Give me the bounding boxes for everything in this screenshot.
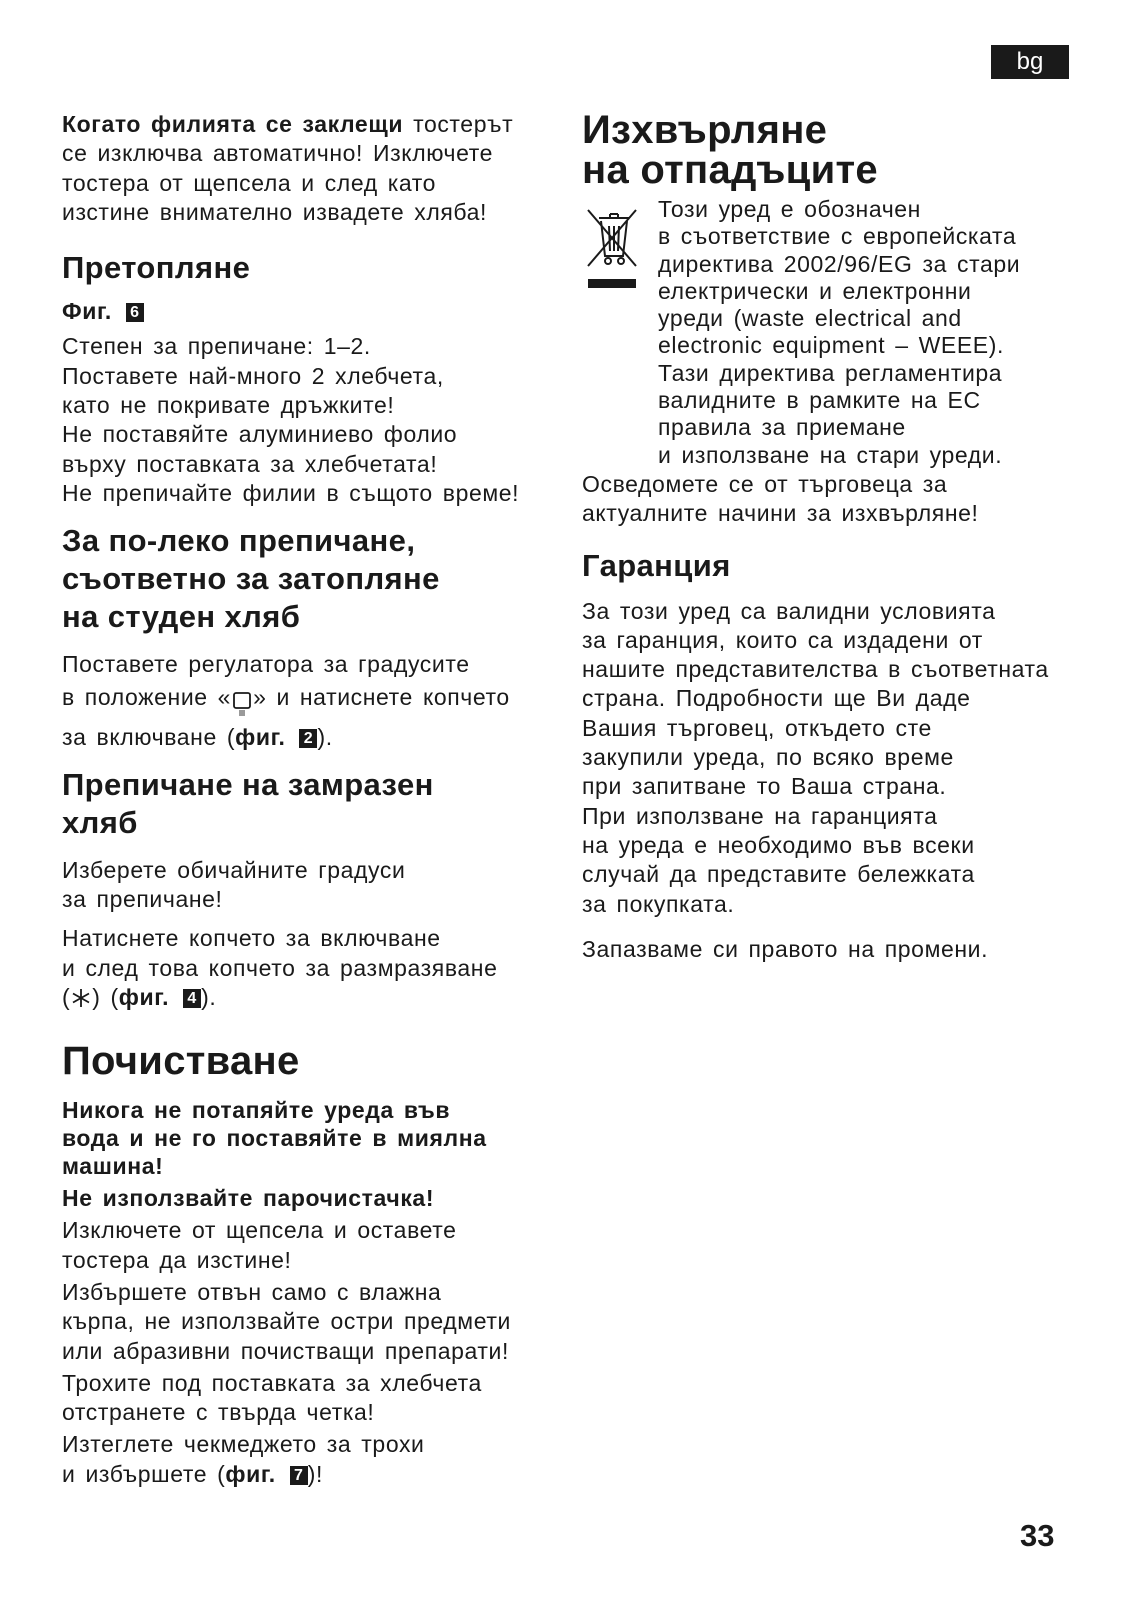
frozen-line-3-pre: ( [62, 984, 71, 1011]
frozen-heading-line: хляб [62, 804, 138, 840]
weee-line: електрически и електронни [658, 277, 972, 304]
frozen-heading-line: Препичане на замразен [62, 766, 434, 802]
reheat-line: като не покривате дръжките! [62, 392, 395, 419]
jam-warning-bold: Когато филията се заклещи [62, 111, 404, 137]
frozen-line: за препичане! [62, 886, 223, 913]
warranty-line: на уреда е необходимо във всеки [582, 831, 975, 858]
light-line-2-pre: в положение « [62, 683, 232, 710]
fig-number-badge: 6 [126, 303, 144, 322]
fig-number-badge: 7 [290, 1466, 308, 1485]
warranty-line: За този уред са валидни условията [582, 597, 996, 624]
jam-warning-rest: тостерът [403, 111, 514, 137]
reheat-line: Поставете най-много 2 хлебчета, [62, 362, 444, 389]
fig-number-badge: 4 [183, 989, 201, 1008]
jam-warning-line-1 [62, 110, 562, 139]
disposal-line: Осведомете се от търговеца за [582, 471, 948, 497]
weee-line: валидните в рамките на ЕС [658, 387, 981, 414]
disposal-heading-line: Изхвърляне [582, 108, 828, 152]
disposal-heading [582, 110, 1077, 190]
weee-line: и използване на стари уреди. [658, 441, 1003, 468]
cleaning-line: отстранете с твърда четка! [62, 1399, 375, 1426]
cleaning-line: Изтеглете чекмеджето за трохи [62, 1431, 425, 1458]
frozen-heading [62, 766, 562, 842]
cleaning-warning-line: машина! [62, 1153, 164, 1180]
defrost-snowflake-icon [70, 987, 92, 1009]
frozen-line: Изберете обичайните градуси [62, 856, 406, 883]
warm-toast-icon [231, 691, 253, 719]
cleaning-steam-warning: Не използвайте парочистачка! [62, 1185, 435, 1212]
weee-line: Този уред е обозначен [658, 196, 921, 222]
cleaning-para-3 [62, 1369, 562, 1428]
reserve-changes-note: Запазваме си правото на промени. [582, 935, 989, 962]
warranty-line: за покупката. [582, 890, 735, 917]
weee-line: правила за приемане [658, 414, 906, 441]
light-line-1: Поставете регулатора за градусите [62, 651, 470, 678]
warranty-line: Вашия търговец, откъдето сте [582, 714, 932, 741]
weee-line: electronic equipment – WEEE). [658, 332, 1004, 359]
reheat-line: Не препичайте филии в същото време! [62, 479, 520, 506]
left-column [62, 110, 562, 1489]
warranty-line: закупили уреда, по всяко време [582, 744, 954, 771]
warranty-line: страна. Подробности ще Ви даде [582, 685, 971, 712]
weee-line: в съответствие с европейската [658, 223, 1017, 250]
cleaning-line: кърпа, не използвайте остри предмети [62, 1308, 511, 1335]
warranty-line: за гаранция, които са издадени от [582, 626, 983, 653]
frozen-para-1 [62, 856, 562, 915]
weee-block [582, 196, 1077, 470]
cleaning-line: или абразивни почистващи препарати! [62, 1337, 509, 1364]
reheat-line: Не поставяйте алуминиево фолио [62, 421, 458, 448]
fig-number-badge: 2 [299, 729, 317, 748]
cleaning-para-4 [62, 1430, 562, 1489]
cleaning-heading: Почистване [62, 1039, 300, 1084]
reheat-fig-ref [62, 297, 562, 326]
light-line-2 [62, 680, 562, 719]
jam-warning [62, 110, 562, 227]
fig-label: фиг. [225, 1460, 276, 1487]
cleaning-para-2 [62, 1278, 562, 1366]
light-heading-line: За по-леко препичане, [62, 523, 416, 559]
light-line-3-pre: за включване ( [62, 723, 236, 750]
light-line-3 [62, 723, 562, 752]
light-text [62, 650, 562, 752]
jam-line: се изключва автоматично! Изключете [62, 140, 494, 167]
frozen-line-3-mid: ) ( [92, 984, 119, 1011]
cleaning-line: Избършете отвън само с влажна [62, 1278, 442, 1305]
frozen-para-2 [62, 924, 562, 1012]
warranty-heading: Гаранция [582, 547, 731, 583]
disposal-dealer-note [582, 470, 1077, 529]
reheat-heading: Претопляне [62, 250, 251, 286]
warranty-line: случай да представите бележката [582, 861, 975, 888]
cleaning-line-last [62, 1460, 562, 1489]
cleaning-line: Трохите под поставката за хлебчета [62, 1369, 482, 1396]
frozen-line: Натиснете копчето за включване [62, 925, 441, 952]
cleaning-line: тостера да изстине! [62, 1246, 292, 1273]
weee-crossed-bin-icon [584, 204, 640, 294]
cleaning-warning-line: Никога не потапяйте уреда във [62, 1097, 451, 1124]
warranty-line: При използване на гаранцията [582, 802, 938, 829]
weee-line: Тази директива регламентира [658, 359, 1003, 386]
disposal-heading-line: на отпадъците [582, 148, 878, 192]
reheat-line: върху поставката за хлебчетата! [62, 450, 438, 477]
frozen-line: и след това копчето за размразяване [62, 954, 498, 981]
weee-text [658, 196, 1078, 469]
disposal-line: актуалните начини за изхвърляне! [582, 500, 979, 527]
jam-line: изстине внимателно извадете хляба! [62, 198, 488, 225]
fig-label: фиг. [235, 723, 286, 750]
warranty-line: при запитване то Ваша страна. [582, 773, 947, 800]
warranty-line: нашите представителства в съответната [582, 656, 1049, 683]
cleaning-warning-line: вода и не го поставяйте в миялна [62, 1125, 487, 1152]
weee-line: директива 2002/96/EG за стари [658, 250, 1021, 277]
reheat-line: Степен за препичане: 1–2. [62, 333, 371, 360]
fig-label: Фиг. [62, 298, 112, 325]
light-heading-line: на студен хляб [62, 599, 301, 635]
cleaning-line-post: )! [307, 1460, 323, 1487]
cleaning-para-1 [62, 1216, 562, 1275]
light-line-2-post: » и натиснете копчето [253, 683, 510, 710]
language-tab: bg [991, 45, 1069, 79]
warranty-text [582, 597, 1077, 919]
jam-line: тостера от щепсела и след като [62, 169, 437, 196]
frozen-line-3 [62, 983, 562, 1012]
light-line-3-post: ). [317, 723, 333, 750]
cleaning-line: Изключете от щепсела и оставете [62, 1217, 457, 1244]
light-heading-line: съответно за затопляне [62, 561, 440, 597]
cleaning-warning [62, 1096, 562, 1212]
fig-label: фиг. [118, 984, 170, 1011]
light-toast-heading [62, 522, 562, 636]
reheat-text [62, 332, 562, 508]
weee-line: уреди (waste electrical and [658, 305, 962, 332]
frozen-line-3-post: ). [201, 984, 217, 1011]
right-column [582, 110, 1077, 964]
page-number: 33 [1020, 1518, 1055, 1553]
cleaning-line-pre: и избършете ( [62, 1460, 226, 1487]
